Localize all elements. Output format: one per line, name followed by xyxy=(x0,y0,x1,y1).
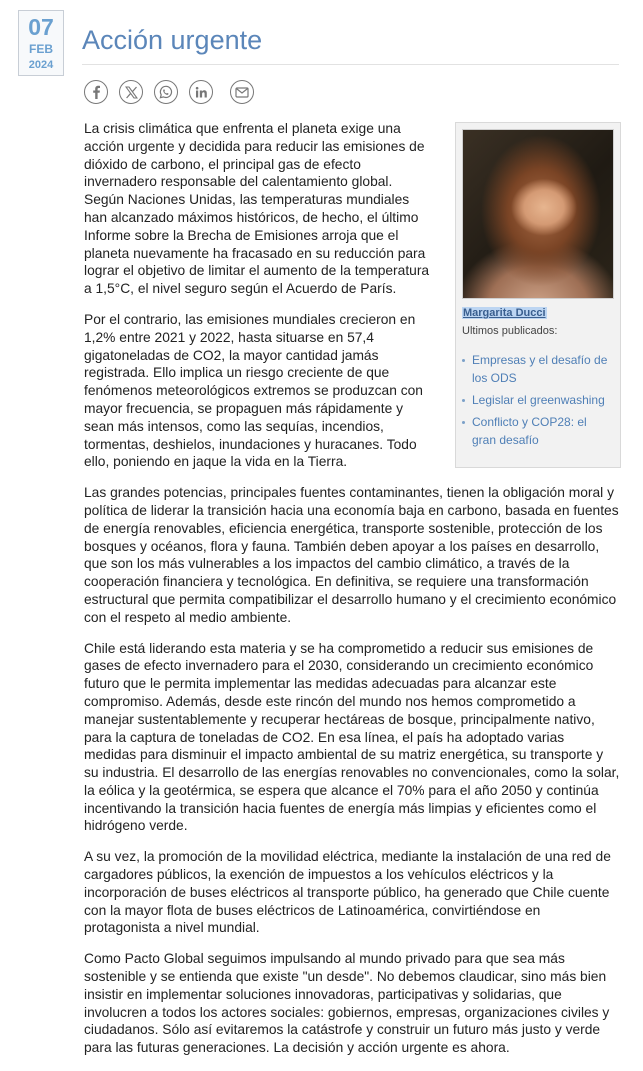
email-share-button[interactable] xyxy=(230,80,254,104)
x-share-button[interactable] xyxy=(119,80,143,104)
recent-post-link[interactable]: Conflicto y COP28: el gran desafío xyxy=(462,413,612,449)
article-paragraph: Como Pacto Global seguimos impulsando al mundo privado para que sea más sostenible y se entienda que existe "un desde". No debemos claudicar, sino más bien insistir en implementar soluciones innovadoras, participativas y solidarias, que involucren a todos los actores sociales: gobiernos, empresas, organizaciones civiles y ciudadanos. Sólo así evitaremos la catástrofe y construir un futuro más justo y verde para las futuras generaciones. La decisión y acción urgente es ahora. xyxy=(84,951,610,1056)
article-paragraph: La crisis climática que enfrenta el planeta exige una acción urgente y decidida para reducir las emisiones de dióxido de carbono, el principal gas de efecto invernadero responsable del calentamiento global. Según Naciones Unidas, las temperaturas mundiales han alcanzado máximos históricos, de hecho, el último Informe sobre la Brecha de Emisiones arroja que el planeta nuevamente ha fracasado en su reducción para lograr el objetivo de limitar el aumento de la temperatura a 1,5°C, el nivel seguro según el Acuerdo de París. xyxy=(84,121,430,297)
date-month: FEB xyxy=(29,42,53,56)
whatsapp-icon xyxy=(159,85,173,99)
email-icon xyxy=(235,87,249,98)
page-title: Acción urgente xyxy=(82,25,263,55)
whatsapp-share-button[interactable] xyxy=(154,80,178,104)
recent-post-link[interactable]: Empresas y el desafío de los ODS xyxy=(462,351,612,387)
share-bar xyxy=(84,78,265,106)
article-paragraph: Las grandes potencias, principales fuentes contaminantes, tienen la obligación moral y política de liderar la transición hacia una economía baja en carbono, basada en fuentes de energía renovables, eficiencia energética, transporte sostenible, protección de los bosques y océanos, flora y fauna. También deben apoyar a los países en desarrollo, que son los más vulnerables a los impactos del cambio climático, a través de la cooperación financiera y tecnológica. En definitiva, se requiere una transformación estructural que permita compatibilizar el desarrollo humano y el crecimiento económico con el respeto al medio ambiente. xyxy=(84,485,619,625)
facebook-share-button[interactable] xyxy=(84,80,108,104)
title-divider xyxy=(82,64,619,65)
recent-posts-label: Ultimos publicados: xyxy=(462,325,558,337)
article-paragraph: Chile está liderando esta materia y se ha comprometido a reducir sus emisiones de gases de efecto invernadero para el 2030, considerando un crecimiento económico futuro que le permita implementar las medidas adecuadas para alcanzar este compromiso. Además, desde este rincón del mundo nos hemos comprometido a manejar sustentablemente y recuperar hectáreas de bosque, principalmente nativo, para la captura de toneladas de CO2. En esa línea, el país ha adoptado varias medidas para disminuir el impacto ambiental de su matriz energética, su transporte y su industria. El desarrollo de las energías renovables no convencionales, como la solar, la eólica y la geotérmica, se espera que alcance el 70% para el año 2050 y continúa incentivando la transición hacia fuentes de energía más limpias y eficientes como el hidrógeno verde. xyxy=(84,640,620,834)
date-badge xyxy=(18,10,64,76)
article-body xyxy=(84,120,620,1070)
linkedin-icon xyxy=(195,86,208,99)
article-paragraph: A su vez, la promoción de la movilidad eléctrica, mediante la instalación de una red de cargadores públicos, la exención de impuestos a los vehículos eléctricos y la incorporación de buses eléctricos al transporte público, ha generado que Chile cuente con la mayor flota de buses eléctricos de Latinoamérica, convirtiéndose en protagonista a nivel mundial. xyxy=(84,849,611,936)
author-name-link[interactable]: Margarita Ducci xyxy=(463,307,546,319)
recent-post-link[interactable]: Legislar el greenwashing xyxy=(462,391,612,409)
date-year: 2024 xyxy=(28,59,54,71)
x-icon xyxy=(125,86,138,99)
linkedin-share-button[interactable] xyxy=(189,80,213,104)
facebook-icon xyxy=(90,85,102,99)
article-paragraph: Por el contrario, las emisiones mundiales crecieron en 1,2% entre 2021 y 2022, hasta situarse en 57,4 gigatoneladas de CO2, la mayor cantidad jamás registrada. Ello implica un riesgo creciente de que fenómenos meteorológicos extremos se produzcan con mayor frecuencia, se propaguen más rápidamente y sean más intensos, como las sequías, incendios, tormentas, deshielos, inundaciones y huracanes. Todo ello, poniendo en jaque la vida en la Tierra. xyxy=(84,311,423,470)
date-day: 07 xyxy=(28,14,54,40)
